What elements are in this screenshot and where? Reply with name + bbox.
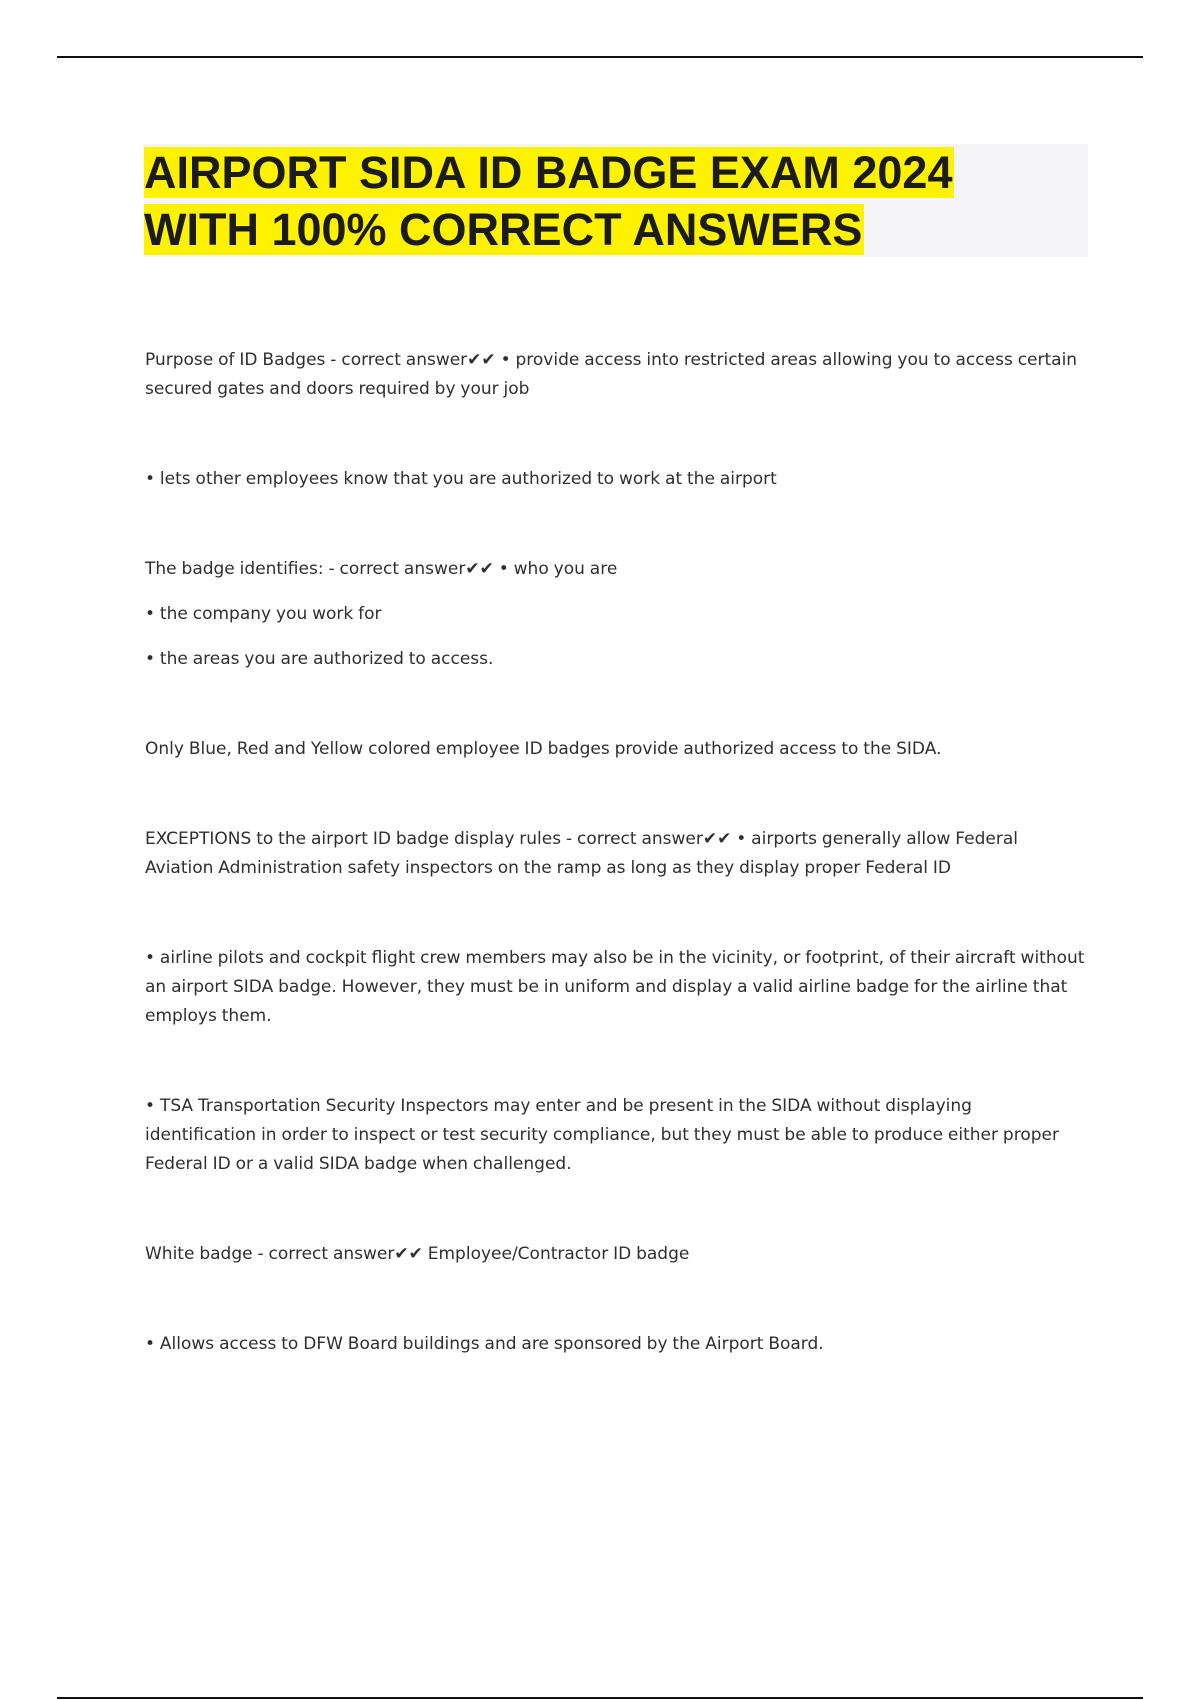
qa-exceptions: EXCEPTIONS to the airport ID badge display rules - correct answer✔✔ • airports generally allow Federal Aviation Administration safety inspectors on the ramp as long as they display proper Federal ID [145,829,1018,878]
page-title [144,144,1088,258]
title-line-1: AIRPORT SIDA ID BADGE EXAM 2024 [144,147,953,198]
qa-white-badge: White badge - correct answer✔✔ Employee/Contractor ID badge [145,1244,690,1264]
qa-purpose-bullet-2: • lets other employees know that you are authorized to work at the airport [145,469,777,489]
header-rule [57,56,1143,58]
qa-badge-identifies-bullet-3: • the areas you are authorized to access. [145,649,494,669]
title-block [144,144,1088,257]
qa-purpose-of-id-badges: Purpose of ID Badges - correct answer✔✔ • provide access into restricted areas allowing you to access certain secured gates and doors required by your job [145,350,1078,399]
qa-white-badge-bullet: • Allows access to DFW Board buildings and are sponsored by the Airport Board. [145,1334,824,1354]
qa-badge-identifies-bullet-2: • the company you work for [145,604,382,624]
title-line-2: WITH 100% CORRECT ANSWERS [144,204,863,255]
document-body [145,346,1085,1359]
footer-rule [57,1697,1143,1699]
qa-exceptions-bullet-pilots: • airline pilots and cockpit flight crew members may also be in the vicinity, or footprint, of their aircraft without an airport SIDA badge. However, they must be in uniform and display a valid airline badge for the airline that employs them. [145,948,1085,1026]
qa-badge-identifies: The badge identifies: - correct answer✔✔ • who you are [145,559,618,579]
statement-colored-badges: Only Blue, Red and Yellow colored employee ID badges provide authorized access to the SIDA. [145,739,942,759]
qa-exceptions-bullet-tsa: • TSA Transportation Security Inspectors may enter and be present in the SIDA without displaying identification in order to inspect or test security compliance, but they must be able to produce either proper Federal ID or a valid SIDA badge when challenged. [145,1096,1059,1174]
